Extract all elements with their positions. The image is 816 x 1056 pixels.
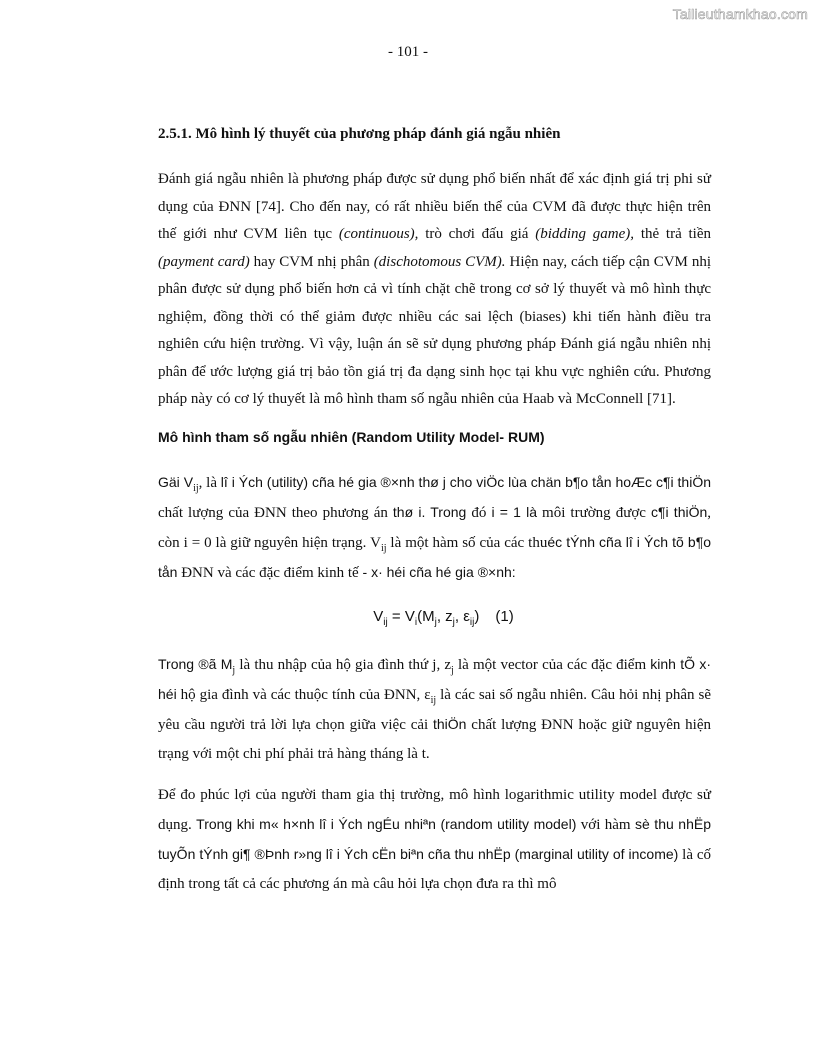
- paragraph-utility-definition: Gäi $V_{ij}$, là lî i Ých (utility) cña hé gia ®×nh thø j cho viÖc lùa chän b¶o tån hoÆc c¶i thiÖn chất lượng của ĐNN theo phương án thø i. Trong đó i = 1 là môi trường được c¶i thiÖn, còn i = 0 là giữ nguyên hiện trạng. $V_{ij}$ là một hàm số của các thuéc tÝnh cña lî i Ých tõ b¶o tån ĐNN và các đặc điểm kinh tế - x· héi cña hé gia ®×nh:: [158, 473, 712, 581]
- equation-1: $V_{ij} = V_i(M_j$, $z_j$, $\varepsilon_{ij}$) (1): [373, 607, 514, 628]
- equation-label: (1): [495, 607, 514, 625]
- paragraph-welfare-measure: Để đo phúc lợi của người tham gia thị trường, mô hình logarithmic utility model được sử dụng. Trong khi m« h×nh lî i Ých ngÉu nhiªn (random utility model) với hàm sè thu nhËp tuyÕn tÝnh gi¶ ®Þnh r»ng lî i Ých cËn biªn cña thu nhËp (marginal utility of income) là cố định trong tất cả các phương án mà câu hỏi lựa chọn đưa ra thì mô: [158, 786, 712, 892]
- document-body: [158, 120, 711, 899]
- subheading-rum: Mô hình tham số ngẫu nhiên (Random Utility Model- RUM): [158, 428, 545, 445]
- paragraph-cvm-intro: Đánh giá ngẫu nhiên là phương pháp được sử dụng phổ biến nhất để xác định giá trị phi sử dụng của ĐNN [74]. Cho đến nay, có rất nhiều biến thể của CVM đã được thực hiện trên thế giới như CVM liên tục (continuous), trò chơi đấu giá (bidding game), thẻ trả tiền (payment card) hay CVM nhị phân (dischotomous CVM). Hiện nay, cách tiếp cận CVM nhị phân được sử dụng phổ biến hơn cả vì tính chặt chẽ trong cơ sở lý thuyết và mô hình thực nghiệm, đồng thời có thể giảm được nhiều các sai lệch (biases) khi tiến hành điều tra nghiên cứu hiện trường. Vì vậy, luận án sẽ sử dụng phương pháp Đánh giá ngẫu nhiên nhị phân để ước lượng giá trị bảo tồn giá trị đa dạng sinh học tại khu vực nghiên cứu. Phương pháp này có cơ lý thuyết là mô hình tham số ngẫu nhiên của Haab và McConnell [71].: [158, 171, 712, 407]
- page-number: - 101 -: [388, 44, 428, 60]
- watermark: Tailieuthamkhao.com: [672, 6, 808, 22]
- paragraph-variable-definitions: Trong ®ã $M_j$ là thu nhập của hộ gia đình thứ j, $z_j$ là một vector của các đặc điểm kinh tÕ x· héi hộ gia đình và các thuộc tính của ĐNN, $\varepsilon_{ij}$ là các sai số ngẫu nhiên. Câu hỏi nhị phân sẽ yêu cầu người trả lời lựa chọn giữa việc cải thiÖn chất lượng ĐNN hoặc giữ nguyên hiện trạng với một chi phí phải trả hàng tháng là t.: [158, 655, 711, 762]
- section-heading: 2.5.1. Mô hình lý thuyết của phương pháp đánh giá ngẫu nhiên: [158, 126, 561, 142]
